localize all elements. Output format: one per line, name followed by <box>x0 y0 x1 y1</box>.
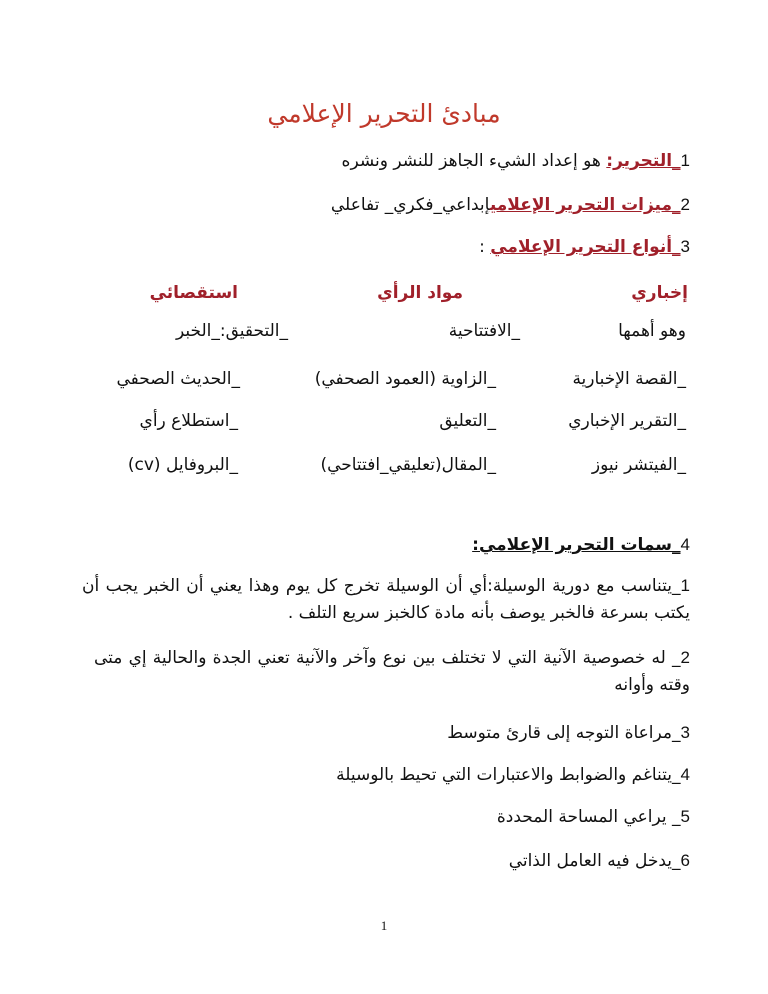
feature-text: _مراعاة التوجه إلى قارئ متوسط <box>447 723 681 743</box>
row-4-col-3: _البروفايل (cv) <box>127 455 238 475</box>
feature-number: 6 <box>680 851 690 870</box>
row-2-col-1: _القصة الإخبارية <box>572 369 686 389</box>
item-2 <box>331 194 690 216</box>
feature-text: _ له خصوصية الآنية التي لا تختلف بين نوع وآخر والآنية تعني الجدة والحالية إي متى وقته وأوانه <box>94 648 690 695</box>
item-number: 3 <box>680 237 690 256</box>
section-4-heading <box>472 534 690 556</box>
item-label: _ميزات التحرير الإعلامي <box>489 195 681 215</box>
feature-4 <box>336 764 690 786</box>
feature-text: _ يراعي المساحة المحددة <box>496 807 681 827</box>
feature-5 <box>497 806 690 828</box>
item-number: 1 <box>680 151 690 170</box>
item-1 <box>342 150 690 172</box>
feature-6 <box>509 850 690 872</box>
feature-3 <box>447 722 690 744</box>
row-3-col-1: _التقرير الإخباري <box>568 411 686 431</box>
row-1-col-3: _التحقيق:_الخبر <box>175 321 288 341</box>
row-3-col-2: _التعليق <box>439 411 496 431</box>
feature-text: _يدخل فيه العامل الذاتي <box>508 851 681 871</box>
row-2-col-2: _الزاوية (العمود الصحفي) <box>314 369 496 389</box>
row-1-col-2: _الافتتاحية <box>448 321 520 341</box>
row-2-col-3: _الحديث الصحفي <box>116 369 240 389</box>
item-text: هو إعداد الشيء الجاهز للنشر ونشره <box>341 151 607 171</box>
feature-text: _يتناسب مع دورية الوسيلة:أي أن الوسيلة تخرج كل يوم وهذا يعني أن الخبر يجب أن يكتب بسرعة فالخبر يوصف بأنه مادة كالخبز سريع التلف . <box>82 576 690 623</box>
item-3 <box>479 236 690 258</box>
item-label: _أنواع التحرير الإعلامي <box>490 237 681 257</box>
feature-number: 3 <box>680 723 690 742</box>
feature-2 <box>94 644 690 699</box>
item-label: _التحرير: <box>606 151 681 171</box>
feature-text: _يتناغم والضوابط والاعتبارات التي تحيط بالوسيلة <box>336 765 681 785</box>
feature-1 <box>82 572 690 627</box>
item-number: 2 <box>680 195 690 214</box>
feature-number: 4 <box>680 765 690 784</box>
feature-number: 2 <box>680 648 690 667</box>
row-4-col-2: _المقال(تعليقي_افتتاحي) <box>320 455 496 475</box>
feature-number: 5 <box>680 807 690 826</box>
category-opinion: مواد الرأي <box>377 283 463 303</box>
row-1-col-1: وهو أهمها <box>618 321 686 341</box>
page-number: 1 <box>380 918 388 933</box>
feature-number: 1 <box>680 576 690 595</box>
category-investigative: استقصائي <box>149 283 238 303</box>
item-text: إبداعي_فكري_ تفاعلي <box>330 195 490 215</box>
row-4-col-1: _الفيتشر نيوز <box>591 455 686 475</box>
row-3-col-3: _استطلاع رأي <box>139 411 238 431</box>
section-label: _سمات التحرير الإعلامي: <box>472 535 681 555</box>
item-text: : <box>479 237 491 257</box>
category-news: إخباري <box>631 283 688 303</box>
section-number: 4 <box>680 535 690 554</box>
page-title: مبادئ التحرير الإعلامي <box>267 99 501 128</box>
